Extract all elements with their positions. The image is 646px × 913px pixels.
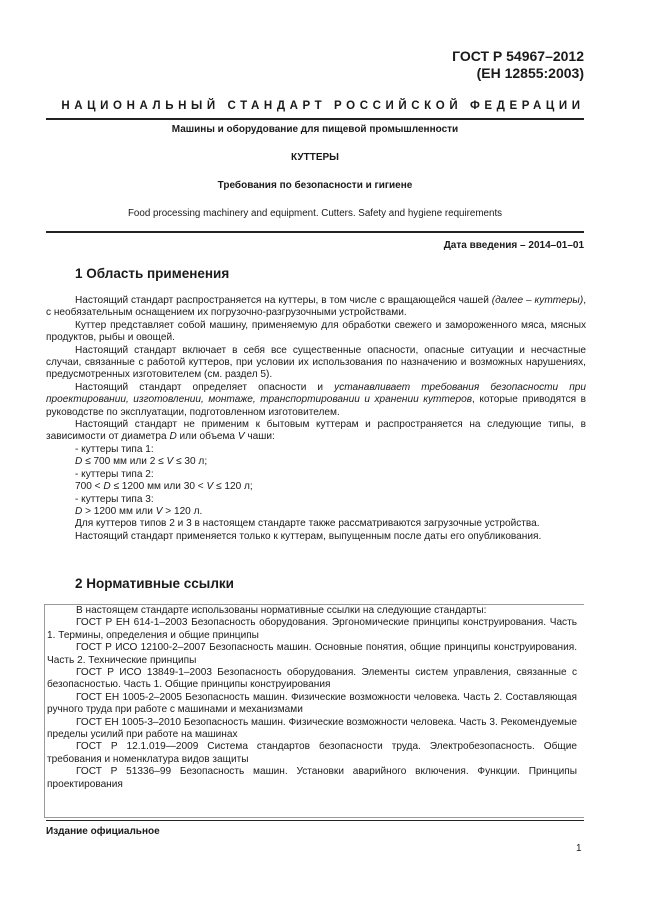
paragraph: Куттер представляет собой машину, применяемую для обработки свежего и замороженного мяса, мясных продуктов, рыбы и овощей. (46, 319, 586, 344)
type-label: - куттеры типа 1: (75, 443, 154, 455)
text: > 120 л. (162, 505, 203, 517)
reference-item: ГОСТ Р ЕН 614-1–2003 Безопасность оборудования. Эргономические принципы конструирования. Часть 1. Термины, определения и общие принципы (47, 617, 577, 641)
page-number: 1 (576, 843, 582, 854)
document-title: КУТТЕРЫ (291, 152, 339, 163)
text: или объема (176, 431, 238, 443)
paragraph (46, 419, 586, 444)
reference-item: ГОСТ ЕН 1005-2–2005 Безопасность машин. Физические возможности человека. Часть 2. Составляющая ручного труда при работе с машинами и механизмами (47, 691, 577, 716)
text: > 1200 мм или (82, 505, 156, 517)
reference-item: ГОСТ Р ИСО 13849-1–2003 Безопасность оборудования. Элементы систем управления, связанные с безопасностью. Часть 1. Общие принципы конструирования (47, 667, 577, 691)
text: , с необязательным оснащением их погрузочно-разгрузочными устройствами. (46, 295, 586, 319)
text: Настоящий стандарт распространяется на куттеры, в том числе с вращающейся чашей (75, 295, 492, 306)
requirements-title: Требования по безопасности и гигиене (217, 180, 413, 191)
paragraph: Настоящий стандарт включает в себя все существенные опасности, опасные ситуации и несчастные случаи, связанные с работой куттеров, при условии их использования по назначению и возможных нарушениях, предусмотренных изготовителем (см. раздел 5). (46, 344, 586, 381)
paragraph: Настоящий стандарт применяется только к куттерам, выпущенным после даты его опубликования. (75, 530, 542, 542)
references-list (45, 605, 577, 791)
type-label: - куттеры типа 2: (75, 468, 154, 480)
text: , которые приводятся в руководстве по эксплуатации, подготовленном изготовителем. (46, 394, 586, 418)
text-italic: устанавливает требования безопасности при проектировании, изготовлении, монтаже, транспортировании и хранении куттеров (46, 381, 587, 406)
text-italic: (далее – куттеры) (491, 295, 584, 306)
type-range (46, 506, 586, 518)
subtitle: Машины и оборудование для пищевой промышленности (171, 124, 459, 135)
section2-heading: 2 Нормативные ссылки (75, 576, 234, 591)
symbol-d: D (169, 431, 177, 443)
text: ≤ 120 л; (213, 481, 253, 493)
symbol-v: V (166, 456, 174, 468)
paragraph (46, 295, 586, 320)
symbol-d: D (103, 481, 111, 493)
footer-rule (46, 820, 584, 821)
reference-item: ГОСТ Р 51336–99 Безопасность машин. Установки аварийного включения. Функции. Принципы проектирования (47, 766, 577, 790)
standard-en-code: (ЕН 12855:2003) (476, 65, 584, 81)
reference-item: ГОСТ ЕН 1005-3–2010 Безопасность машин. Физические возможности человека. Часть 3. Рекомендуемые пределы усилий при работе на машинах (47, 716, 577, 741)
reference-item: ГОСТ Р ИСО 12100-2–2007 Безопасность машин. Основные понятия, общие принципы конструирования. Часть 2. Технические принципы (47, 642, 577, 666)
text: Настоящий стандарт определяет опасности и (75, 381, 335, 393)
header-rule (46, 118, 584, 120)
reference-item: ГОСТ Р 12.1.019—2009 Система стандартов безопасности труда. Электробезопасность. Общие требования и номенклатура видов защиты (47, 741, 577, 765)
introduction-date: Дата введения – 2014–01–01 (443, 240, 584, 251)
type-label: - куттеры типа 3: (75, 493, 154, 505)
paragraph (46, 382, 586, 419)
symbol-v: V (206, 481, 214, 493)
text: ≤ 1200 мм или 30 < (110, 481, 207, 493)
references-intro: В настоящем стандарте использованы нормативные ссылки на следующие стандарты: (76, 605, 487, 616)
type-range (46, 481, 586, 493)
text: ≤ 700 мм или 2 ≤ (82, 456, 167, 468)
symbol-d: D (75, 456, 83, 468)
paragraph: Для куттеров типов 2 и 3 в настоящем стандарте также рассматриваются загрузочные устройства. (75, 518, 540, 530)
symbol-v: V (237, 431, 245, 443)
text: ≤ 30 л; (173, 456, 208, 468)
text: Настоящий стандарт не применим к бытовым куттерам и распространяется на следующие типы, в зависимости от диаметра (46, 419, 586, 443)
text: чаши: (244, 431, 275, 443)
symbol-d: D (75, 505, 83, 517)
national-standard-title: НАЦИОНАЛЬНЫЙ СТАНДАРТ РОССИЙСКОЙ ФЕДЕРАЦИИ (61, 100, 585, 112)
official-edition-label: Издание официальное (46, 826, 160, 837)
type-range (46, 456, 586, 468)
section1-heading: 1 Область применения (75, 266, 230, 281)
standard-code: ГОСТ Р 54967–2012 (452, 48, 584, 64)
section1-body (46, 295, 586, 543)
references-box (44, 604, 584, 818)
symbol-v: V (155, 505, 163, 517)
english-title: Food processing machinery and equipment. Cutters. Safety and hygiene requirements (127, 208, 503, 219)
text: 700 < (75, 481, 104, 493)
title-rule (46, 231, 584, 233)
